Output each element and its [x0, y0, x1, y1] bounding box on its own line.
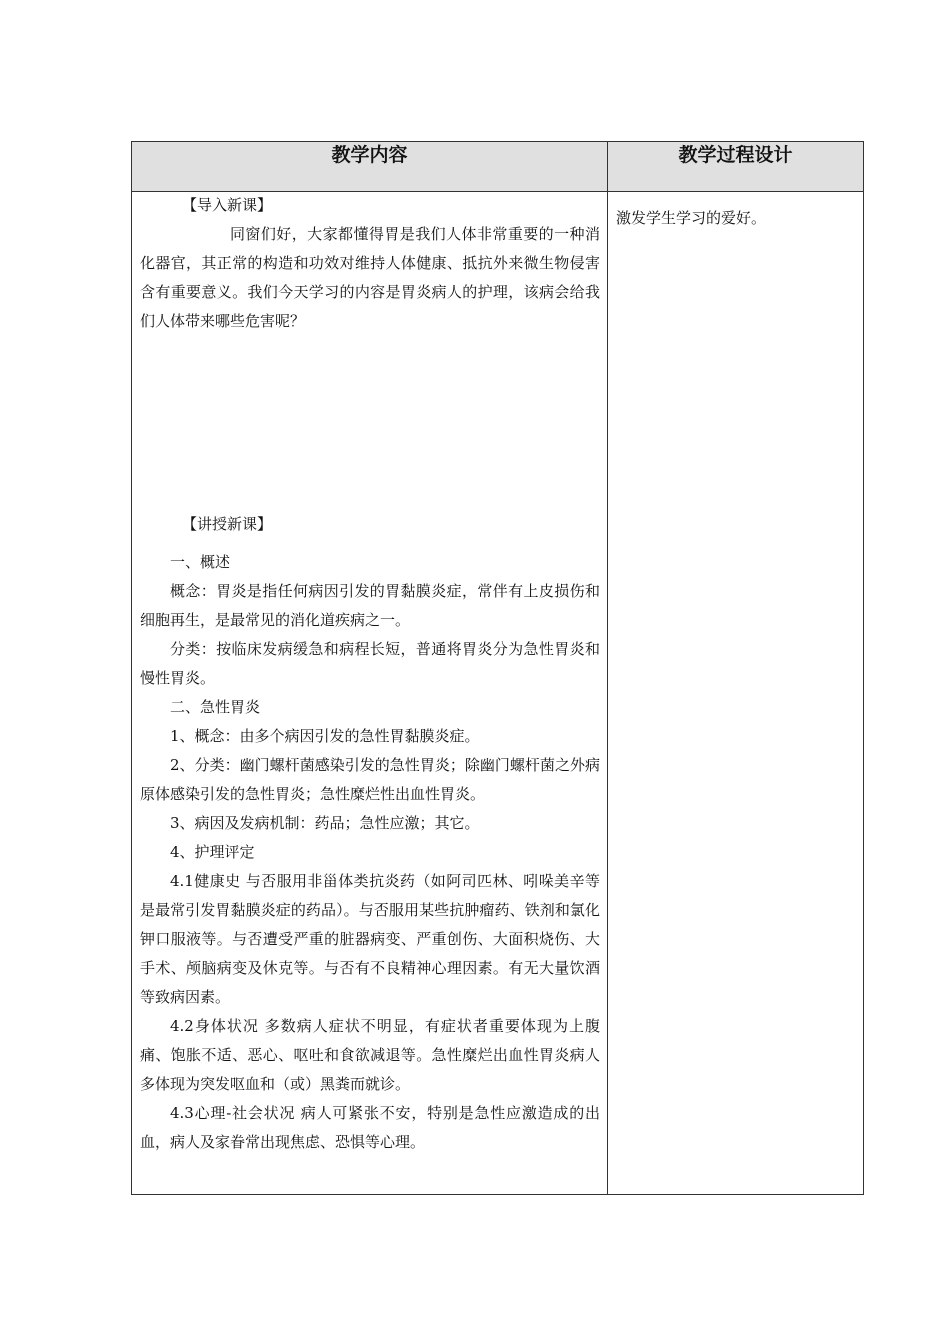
intro-heading: 【导入新课】 [182, 196, 273, 214]
table-header-row [132, 142, 863, 192]
teaching-content-cell [140, 191, 600, 1157]
lesson-table [131, 141, 864, 1195]
section-1-concept: 概念：胃炎是指任何病因引发的胃黏膜炎症，常伴有上皮损伤和细胞再生，是最常见的消化道疾病之一。 [140, 582, 600, 629]
section-2-item-4-1: 4.1健康史 与否服用非甾体类抗炎药（如阿司匹林、吲哚美辛等是最常引发胃黏膜炎症的药品）。与否服用某些抗肿瘤药、铁剂和氯化钾口服液等。与否遭受严重的脏器病变、严重创伤、大面积烧伤、大手术、颅脑病变及休克等。与否有不良精神心理因素。有无大量饮酒等致病因素。 [140, 872, 600, 1006]
section-1-classification: 分类：按临床发病缓急和病程长短，普通将胃炎分为急性胃炎和慢性胃炎。 [140, 640, 600, 687]
section-2-item-4: 4、护理评定 [170, 843, 255, 861]
section-2-title: 二、急性胃炎 [170, 698, 261, 716]
section-2-item-1: 1、概念：由多个病因引发的急性胃黏膜炎症。 [170, 727, 480, 745]
section-2-item-3: 3、病因及发病机制：药品；急性应激；其它。 [170, 814, 480, 832]
blank-space [140, 336, 600, 510]
process-note: 激发学生学习的爱好。 [616, 209, 767, 227]
lecture-heading: 【讲授新课】 [182, 515, 273, 533]
teaching-process-cell [616, 206, 856, 230]
header-teaching-content: 教学内容 [331, 144, 408, 166]
section-2-item-2: 2、分类：幽门螺杆菌感染引发的急性胃炎；除幽门螺杆菌之外病原体感染引发的急性胃炎；急性糜烂性出血性胃炎。 [140, 756, 600, 803]
column-divider [607, 142, 608, 1194]
section-2-item-4-2: 4.2身体状况 多数病人症状不明显，有症状者重要体现为上腹痛、饱胀不适、恶心、呕吐和食欲减退等。急性糜烂出血性胃炎病人多体现为突发呕血和（或）黑粪而就诊。 [140, 1017, 600, 1093]
section-2-item-4-3: 4.3心理-社会状况 病人可紧张不安，特别是急性应激造成的出血，病人及家眷常出现焦虑、恐惧等心理。 [140, 1104, 600, 1151]
header-teaching-process: 教学过程设计 [678, 144, 793, 166]
intro-paragraph: 同窗们好，大家都懂得胃是我们人体非常重要的一种消化器官，其正常的构造和功效对维持人体健康、抵抗外来微生物侵害含有重要意义。我们今天学习的内容是胃炎病人的护理，该病会给我们人体带来哪些危害呢？ [140, 225, 600, 330]
section-1-title: 一、概述 [170, 553, 231, 571]
